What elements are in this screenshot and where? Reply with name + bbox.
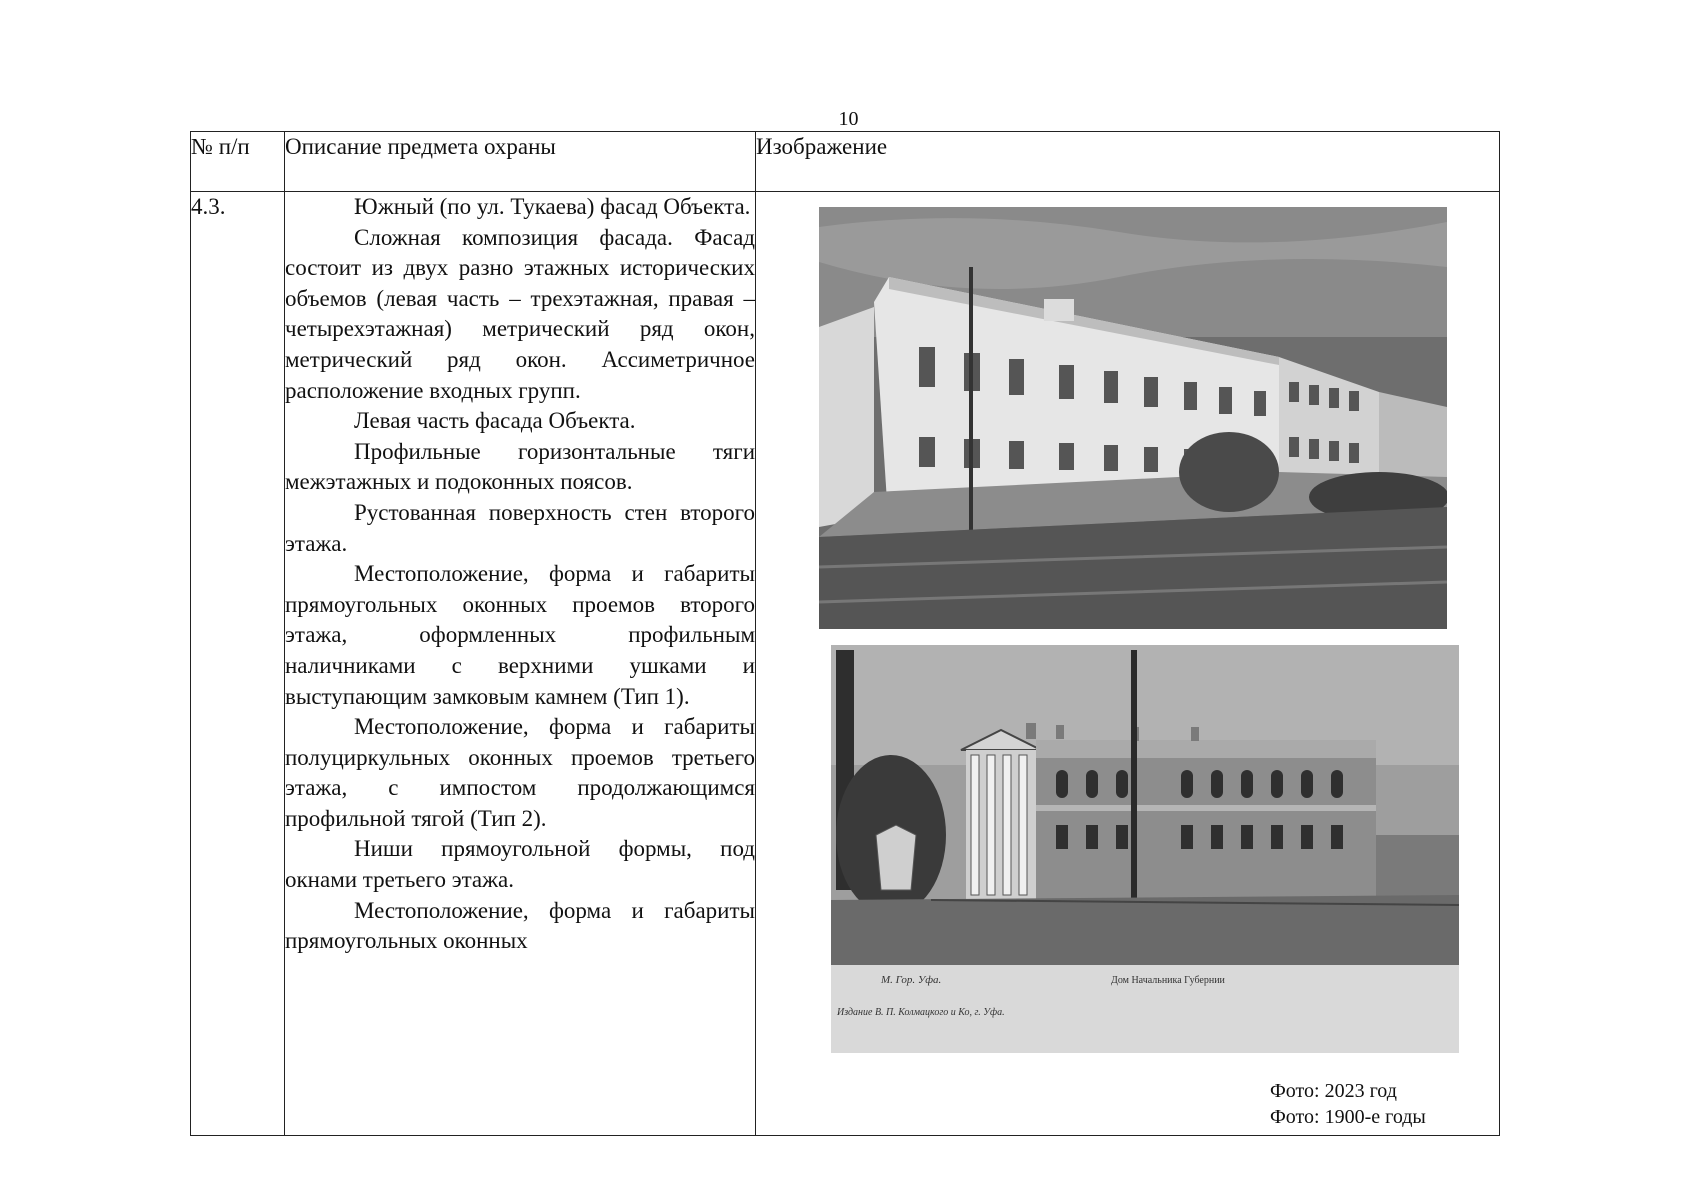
table-header-row [191,132,1500,192]
paragraph: Сложная композиция фасада. Фасад состоит из двух разно этажных исторических объемов (левая часть – трехэтажная, правая – четырехэтажная) метрический ряд окон, метрический ряд окон. Ассиметричное расположение входных групп. [285,224,755,403]
header-image: Изображение [756,132,1500,192]
postcard-caption-right: Дом Начальника Губернии [1111,975,1225,986]
header-num: № п/п [191,132,285,192]
row-images [756,192,1500,1136]
paragraph: Рустованная поверхность стен второго этажа. [285,499,755,556]
paragraph: Ниши прямоугольной формы, под окнами третьего этажа. [285,836,755,893]
page-number: 10 [838,108,859,130]
paragraph: Профильные горизонтальные тяги межэтажных и подоконных поясов. [285,438,755,495]
photo-1900s [831,645,1459,1053]
paragraph: Местоположение, форма и габариты прямоугольных оконных [285,897,755,954]
photo-2023 [819,207,1447,629]
paragraph: Левая часть фасада Объекта. [354,408,636,434]
photo-caption-2023: Фото: 2023 год [1270,1080,1397,1102]
paragraph: Южный (по ул. Тукаева) фасад Объекта. [354,194,751,219]
paragraph: Местоположение, форма и габариты прямоугольных оконных проемов второго этажа, оформленных профильным наличниками с верхними ушками и выступающим замковым камнем (Тип 1). [285,561,755,709]
row-description [285,192,756,1136]
paragraph: Местоположение, форма и габариты полуциркульных оконных проемов третьего этажа, с импостом продолжающимся профильной тягой (Тип 2). [285,714,755,831]
postcard-caption-left: М. Гор. Уфа. [881,974,942,986]
building-postcard-1900s-icon [831,645,1459,1053]
table-row [191,192,1500,1136]
header-description: Описание предмета охраны [285,132,756,192]
building-photo-2023-icon [819,207,1447,629]
row-number: 4.3. [191,192,285,1136]
photo-caption-1900s: Фото: 1900-е годы [1270,1106,1426,1128]
postcard-publisher: Издание В. П. Колмацкого и Ко, г. Уфа. [837,1007,1005,1018]
protection-table [190,131,1500,1136]
